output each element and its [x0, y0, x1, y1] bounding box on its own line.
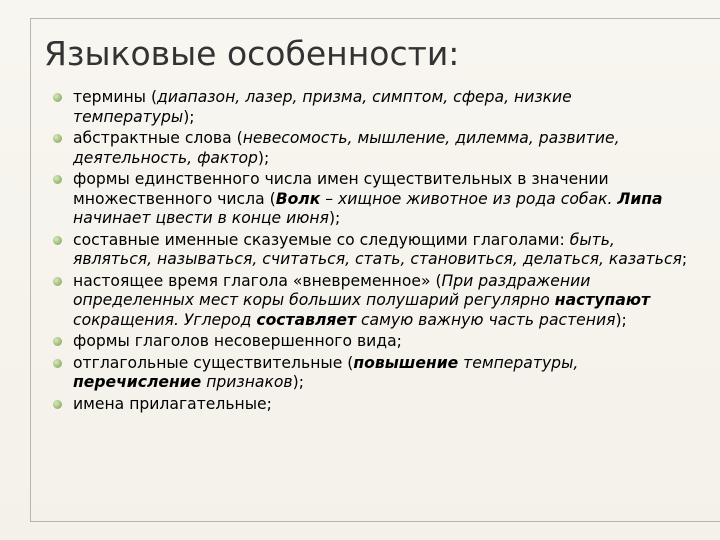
bullet-item-singular-forms [52, 170, 692, 229]
item-text: составные именные сказуемые со следующими глаголами: [73, 230, 570, 249]
item-text: абстрактные слова ( [73, 129, 243, 147]
item-text: термины ( [73, 88, 158, 106]
item-examples: начинает цвести в конце июня [73, 209, 329, 227]
frame-top-line [30, 18, 720, 19]
bullet-icon [53, 175, 62, 184]
item-text: формы глаголов несовершенного вида; [73, 332, 402, 350]
bullet-item-imperfective-verbs [52, 332, 692, 352]
item-emphasis: составляет [256, 310, 357, 329]
bullet-item-abstract-words [52, 129, 692, 168]
bullet-item-adjectives [52, 395, 692, 415]
bullet-item-terms [52, 88, 692, 127]
bullet-icon [53, 337, 62, 346]
bullet-icon [53, 93, 62, 102]
item-text: имена прилагательные; [73, 394, 272, 413]
item-emphasis: перечисление [73, 373, 202, 391]
item-examples: признаков [201, 373, 293, 391]
item-examples: сокращения. Углерод [73, 310, 257, 329]
item-text: ); [615, 310, 627, 329]
item-examples: самую важную часть растения [356, 310, 616, 329]
item-text: ); [328, 209, 341, 227]
bullet-icon [53, 134, 62, 143]
item-examples: быть, являться, называться, считаться, стать, становиться, делаться, казаться [73, 230, 682, 268]
bullet-item-compound-predicates [52, 231, 692, 270]
frame-bottom-line [30, 521, 720, 522]
item-examples: невесомость, мышление, дилемма, развитие, деятельность, фактор [73, 129, 620, 167]
bullet-icon [53, 359, 62, 368]
item-text: ; [681, 250, 688, 268]
bullet-icon [53, 400, 62, 409]
item-examples: При раздражении определенных мест коры больших полушарий регулярно [73, 271, 591, 309]
item-emphasis: Липа [617, 189, 663, 208]
bullet-icon [53, 236, 62, 245]
item-text: ); [292, 373, 304, 391]
item-emphasis: повышение [353, 353, 459, 372]
item-text: ); [257, 148, 270, 167]
slide-title: Языковые особенности: [44, 34, 460, 73]
item-text: ); [183, 107, 195, 126]
item-text: отглагольные существительные ( [73, 353, 354, 372]
item-emphasis: Волк [275, 189, 321, 208]
item-examples: диапазон, лазер, призма, симптом, сфера, низкие температуры [73, 88, 572, 126]
bullet-list [52, 88, 692, 416]
item-examples: – хищное животное из рода собак. [320, 189, 618, 208]
item-examples: температуры, [458, 353, 579, 372]
frame-left-line [30, 18, 31, 522]
item-text: формы единственного числа имен существительных в значении множественного числа ( [73, 170, 609, 208]
bullet-item-verbal-nouns [52, 354, 692, 393]
item-emphasis: наступают [554, 291, 651, 309]
bullet-item-present-tense [52, 272, 692, 331]
item-text: настоящее время глагола «вневременное» ( [73, 271, 442, 290]
bullet-icon [53, 277, 62, 286]
